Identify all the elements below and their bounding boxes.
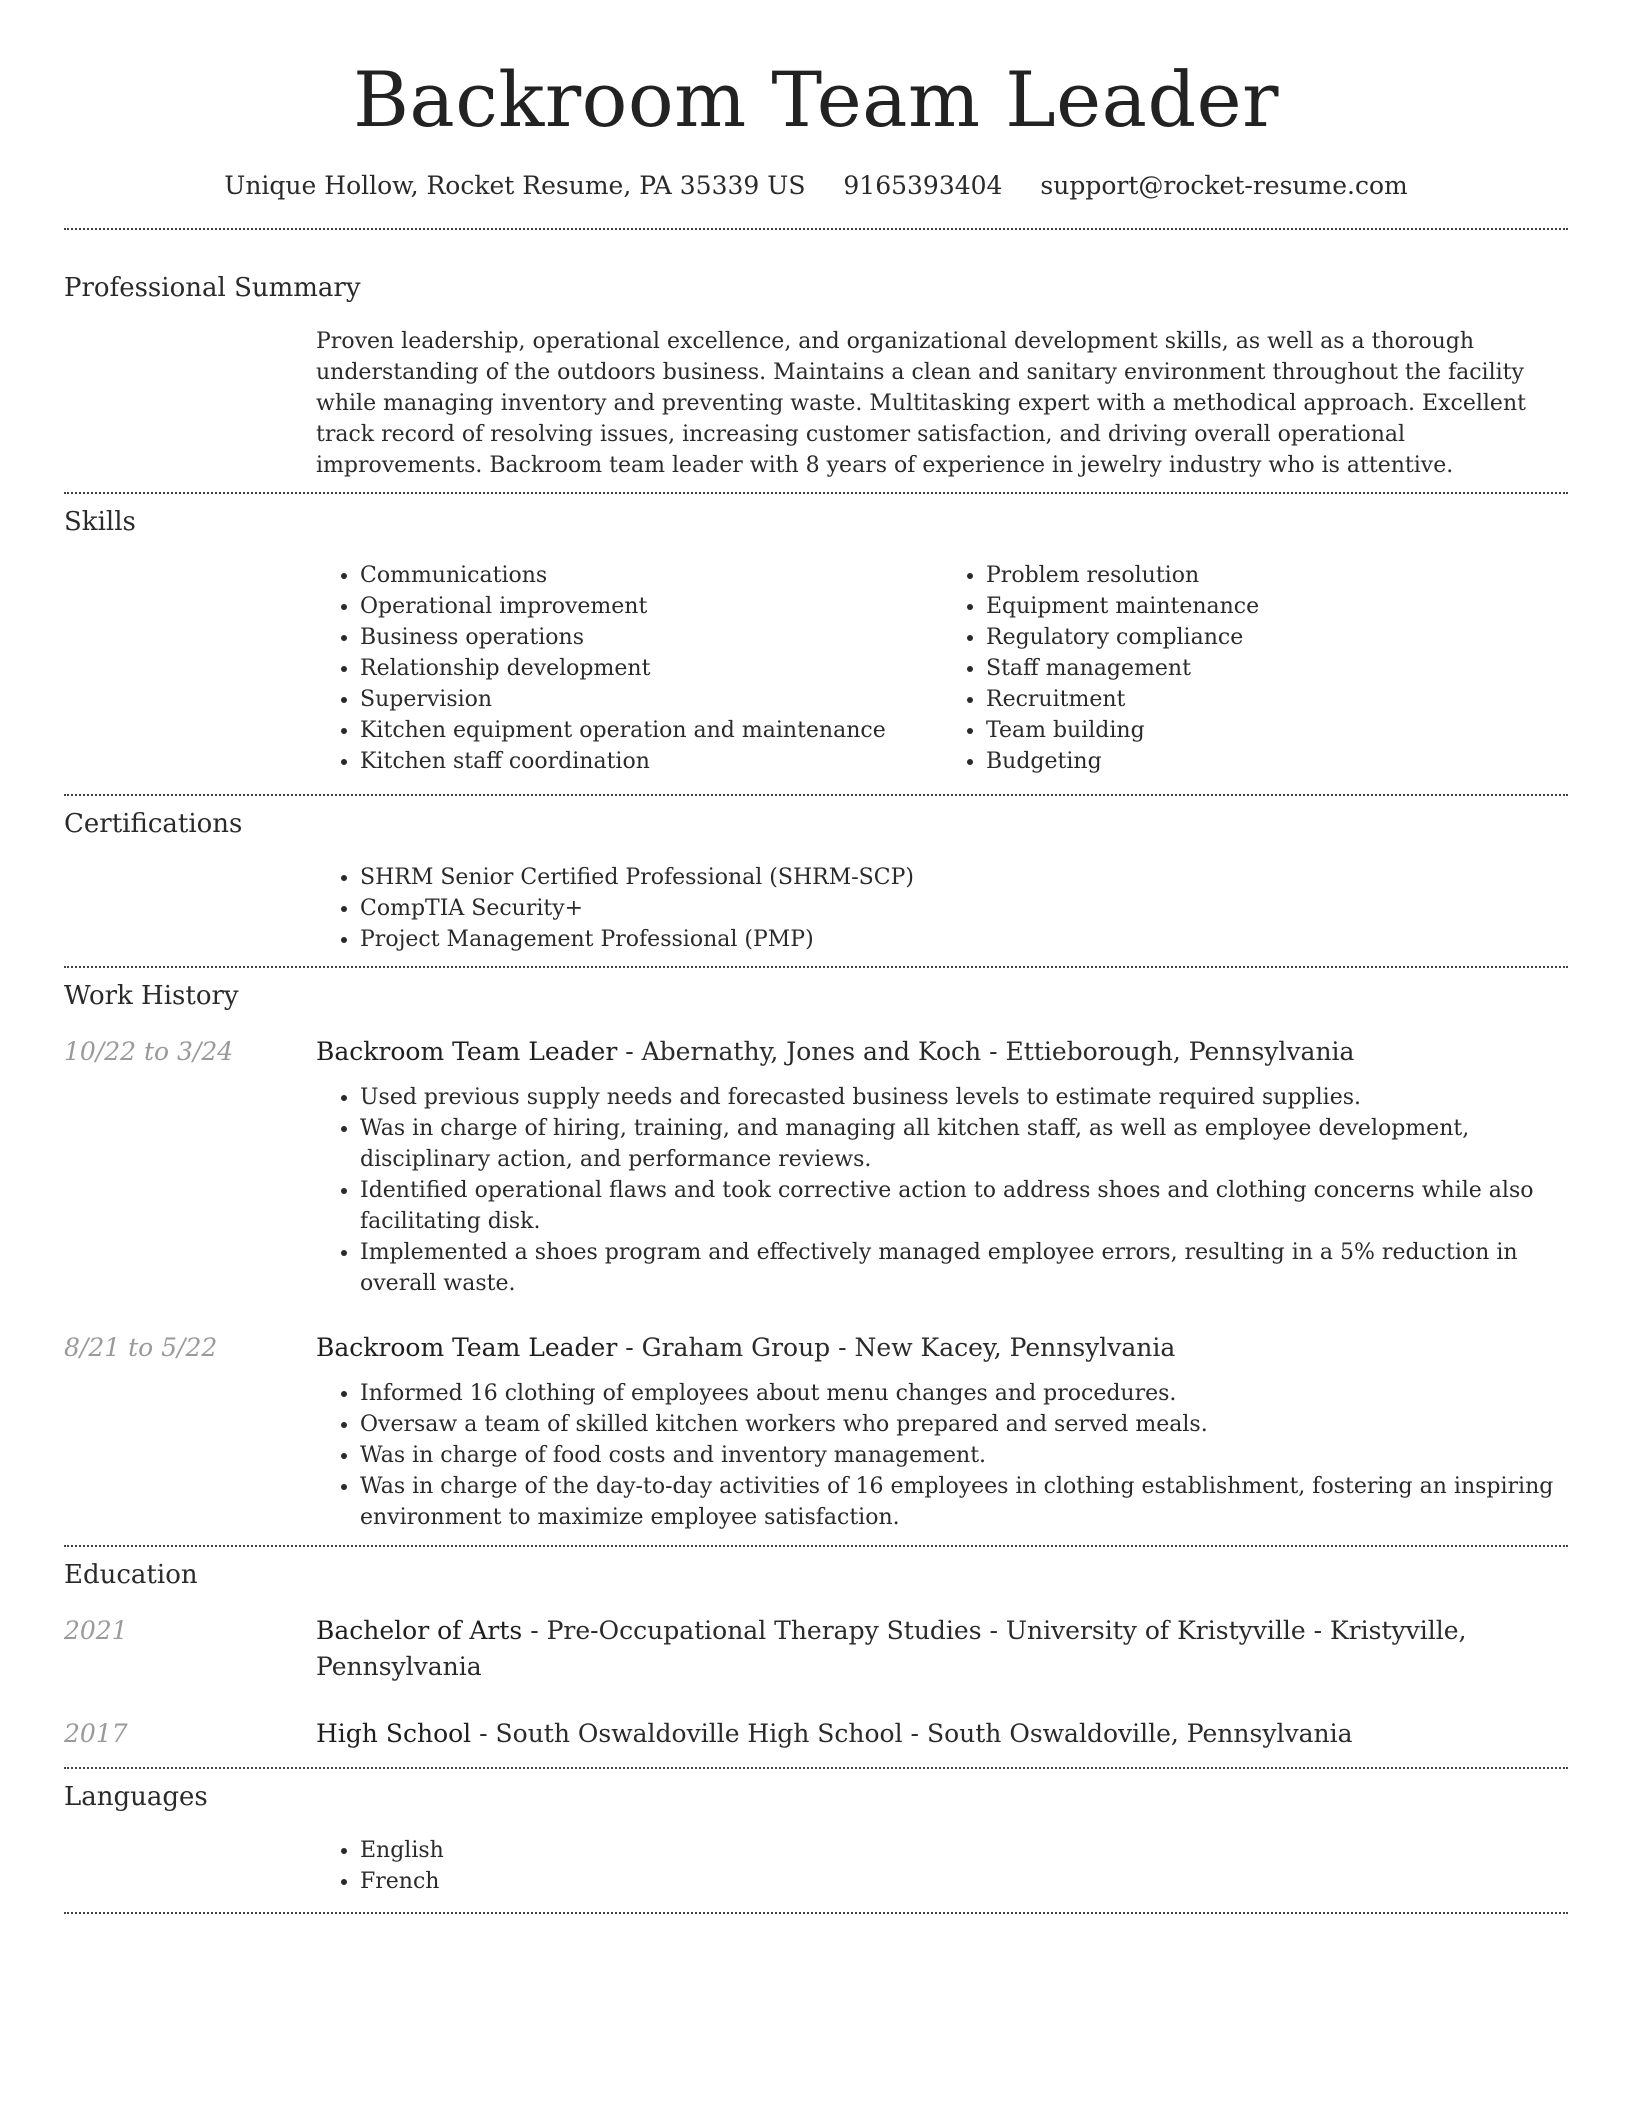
job-location: Ettieborough, Pennsylvania	[1005, 1037, 1355, 1066]
divider	[64, 1912, 1568, 1914]
section-title-skills: Skills	[64, 507, 136, 537]
skill-item: • Staff management	[986, 653, 1568, 684]
job-location: New Kacey, Pennsylvania	[854, 1333, 1176, 1362]
work-entry-body	[316, 1034, 1568, 1299]
work-history-section	[64, 978, 1568, 1545]
section-title-education: Education	[64, 1560, 198, 1590]
company-name: Abernathy, Jones and Koch	[641, 1037, 982, 1066]
skills-list-right	[942, 560, 1568, 777]
education-info: - South Oswaldoville High School - South Oswaldoville, Pennsylvania	[471, 1719, 1353, 1748]
languages-list	[316, 1835, 1568, 1897]
work-dates: 10/22 to 3/24	[64, 1037, 234, 1066]
contact-line	[64, 168, 1568, 204]
work-dates: 8/21 to 5/22	[64, 1333, 218, 1362]
separator: -	[617, 1037, 642, 1066]
work-bullet: • Was in charge of the day-to-day activities of 16 employees in clothing establishment, fostering an inspiring environment to maximize employee satisfaction.	[360, 1471, 1568, 1533]
skills-list-left	[316, 560, 942, 777]
skill-item: • Operational improvement	[360, 591, 942, 622]
education-section	[64, 1557, 1568, 1752]
education-details	[316, 1613, 1568, 1685]
skill-item: • Relationship development	[360, 653, 942, 684]
certifications-section	[64, 806, 1568, 955]
work-bullet: • Implemented a shoes program and effectively managed employee errors, resulting in a 5% reduction in overall waste.	[360, 1237, 1568, 1299]
contact-address: Unique Hollow, Rocket Resume, PA 35339 US	[224, 171, 806, 200]
work-entry-body	[316, 1330, 1568, 1545]
skill-item: • Business operations	[360, 622, 942, 653]
skill-item: • Supervision	[360, 684, 942, 715]
job-title: Backroom Team Leader	[316, 1333, 618, 1362]
contact-phone: 9165393404	[843, 171, 1003, 200]
skill-item: • Team building	[986, 715, 1568, 746]
resume-name: Backroom Team Leader	[353, 55, 1279, 144]
skill-item: • Kitchen equipment operation and maintenance	[360, 715, 942, 746]
work-heading	[316, 1034, 1568, 1070]
section-title-certifications: Certifications	[64, 809, 243, 839]
skill-item: • Equipment maintenance	[986, 591, 1568, 622]
work-bullet: • Was in charge of food costs and inventory management.	[360, 1440, 1568, 1471]
divider	[64, 966, 1568, 968]
skills-section	[64, 504, 1568, 777]
skill-item: • Kitchen staff coordination	[360, 746, 942, 777]
divider	[64, 1545, 1568, 1547]
work-entry	[64, 1330, 1568, 1545]
divider	[64, 1767, 1568, 1769]
separator: -	[617, 1333, 642, 1362]
certification-item: • SHRM Senior Certified Professional (SHRM-SCP)	[360, 862, 1568, 893]
work-bullets	[316, 1378, 1568, 1533]
work-bullet: • Informed 16 clothing of employees about menu changes and procedures.	[360, 1378, 1568, 1409]
job-title: Backroom Team Leader	[316, 1037, 618, 1066]
education-details	[316, 1716, 1568, 1752]
section-title-summary: Professional Summary	[64, 273, 361, 303]
education-year: 2021	[64, 1616, 128, 1645]
work-bullet: • Oversaw a team of skilled kitchen workers who prepared and served meals.	[360, 1409, 1568, 1440]
skills-grid	[316, 560, 1568, 777]
education-year: 2017	[64, 1719, 128, 1748]
certification-item: • CompTIA Security+	[360, 893, 1568, 924]
section-title-languages: Languages	[64, 1782, 208, 1812]
language-item: • French	[360, 1866, 1568, 1897]
certification-item: • Project Management Professional (PMP)	[360, 924, 1568, 955]
summary-section	[64, 270, 1568, 481]
degree-name: Bachelor of Arts	[316, 1616, 523, 1645]
section-title-work: Work History	[64, 981, 239, 1011]
skill-item: • Recruitment	[986, 684, 1568, 715]
work-bullet: • Identified operational flaws and took corrective action to address shoes and clothing concerns while also facilitating disk.	[360, 1175, 1568, 1237]
summary-text: Proven leadership, operational excellence, and organizational development skills, as well as a thorough understanding of the outdoors business. Maintains a clean and sanitary environment throughout the facility while managing inventory and preventing waste. Multitasking expert with a methodical approach. Excellent track record of resolving issues, increasing customer satisfaction, and driving overall operational improvements. Backroom team leader with 8 years of experience in jewelry industry who is attentive.	[316, 329, 1526, 478]
work-heading	[316, 1330, 1568, 1366]
company-name: Graham Group	[641, 1333, 831, 1362]
work-entry	[64, 1034, 1568, 1299]
separator: -	[830, 1333, 855, 1362]
degree-name: High School	[316, 1719, 472, 1748]
separator: -	[981, 1037, 1006, 1066]
certifications-list	[316, 862, 1568, 955]
contact-email: support@rocket-resume.com	[1040, 171, 1408, 200]
work-bullet: • Was in charge of hiring, training, and managing all kitchen staff, as well as employee development, disciplinary action, and performance reviews.	[360, 1113, 1568, 1175]
education-entry	[64, 1613, 1568, 1685]
skill-item: • Budgeting	[986, 746, 1568, 777]
skill-item: • Problem resolution	[986, 560, 1568, 591]
divider	[64, 794, 1568, 796]
education-entry	[64, 1716, 1568, 1752]
work-bullet: • Used previous supply needs and forecasted business levels to estimate required supplies.	[360, 1082, 1568, 1113]
education-info: - Pre-Occupational Therapy Studies - University of Kristyville - Kristyville, Pennsylvania	[316, 1616, 1467, 1681]
work-bullets	[316, 1082, 1568, 1299]
languages-section	[64, 1779, 1568, 1897]
language-item: • English	[360, 1835, 1568, 1866]
divider	[64, 492, 1568, 494]
skill-item: • Communications	[360, 560, 942, 591]
divider	[64, 228, 1568, 230]
skill-item: • Regulatory compliance	[986, 622, 1568, 653]
